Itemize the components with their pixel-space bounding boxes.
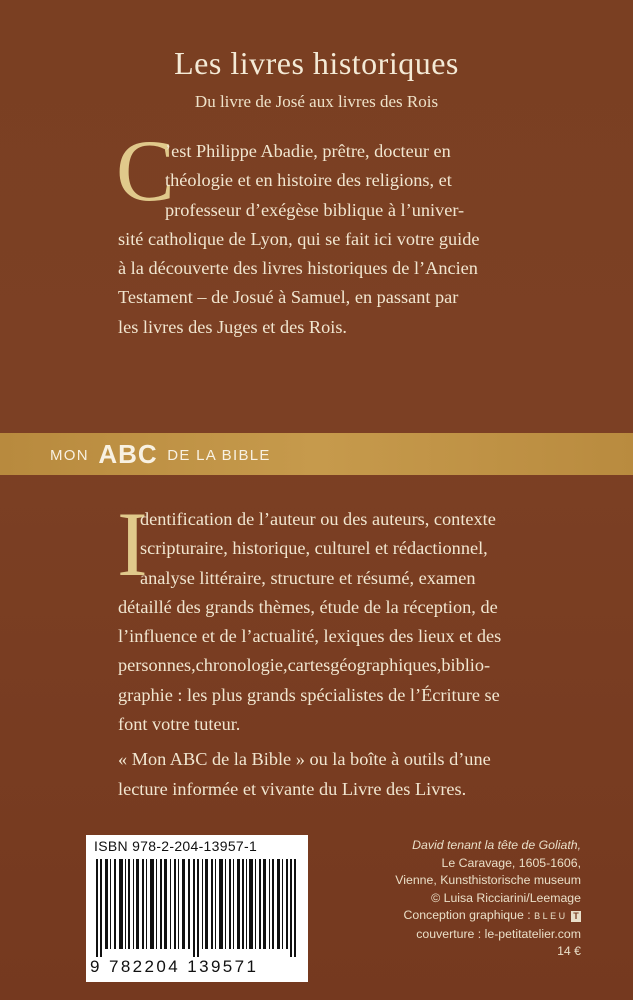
body-paragraph — [118, 505, 578, 804]
intro-line: sité catholique de Lyon, qui se fait ici votre guide — [118, 228, 480, 249]
body-line: analyse littéraire, structure et résumé, examen — [140, 567, 476, 588]
price: 14 € — [557, 944, 581, 958]
intro-line: à la découverte des livres historiques de l’Ancien — [118, 258, 478, 279]
bleu-logo-text: BLEU — [534, 911, 568, 921]
barcode-digits: 9 782204 139571 — [90, 957, 259, 976]
body-line: l’influence et de l’actualité, lexiques des lieux et des — [118, 626, 502, 647]
body-line: dentification de l’auteur ou des auteurs, contexte — [140, 509, 496, 529]
bleu-t-icon: T — [571, 911, 581, 922]
intro-line: ’est Philippe Abadie, prêtre, docteur en — [165, 141, 451, 161]
credits-artwork-title: David tenant la tête de Goliath, — [412, 838, 581, 852]
body-line: graphie : les plus grands spécialistes de l’Écriture se — [118, 684, 500, 705]
credits-design — [395, 907, 581, 926]
book-subtitle: Du livre de José aux livres des Rois — [194, 92, 439, 111]
body-line: lecture informée et vivante du Livre des Livres. — [118, 778, 467, 799]
book-title: Les livres historiques — [174, 45, 459, 81]
isbn-label: ISBN 978-2-204-13957-1 — [94, 838, 258, 854]
body-dropcap: I — [117, 493, 148, 595]
body-line: détaillé des grands thèmes, étude de la réception, de — [118, 596, 498, 617]
body-line: personnes,chronologie,cartesgéographiques,biblio- — [118, 655, 491, 676]
credits-block — [395, 837, 581, 961]
credits-museum: Vienne, Kunsthistorische museum — [395, 873, 581, 887]
intro-line: les livres des Juges et des Rois. — [118, 316, 347, 337]
series-suffix: DE LA BIBLE — [167, 447, 271, 464]
barcode-icon — [94, 859, 300, 957]
credits-cover: couverture : le-petitatelier.com — [416, 926, 581, 941]
series-abc: ABC — [98, 439, 158, 469]
isbn-barcode-box — [86, 835, 308, 982]
body-line: scripturaire, historique, culturel et rédactionnel, — [140, 538, 488, 559]
series-band — [0, 433, 633, 475]
credits-artist: Le Caravage, 1605-1606, — [441, 855, 581, 870]
series-prefix: MON — [50, 447, 89, 464]
credits-design-prefix: Conception graphique : — [403, 908, 535, 922]
credits-photo: © Luisa Ricciarini/Leemage — [431, 890, 581, 905]
body-line: « Mon ABC de la Bible » ou la boîte à outils d’une — [118, 749, 491, 770]
series-label — [50, 433, 271, 475]
intro-line: professeur d’exégèse biblique à l’univer- — [165, 199, 465, 220]
intro-dropcap: C — [116, 123, 175, 220]
intro-paragraph — [118, 137, 578, 342]
intro-line: Testament – de Josué à Samuel, en passant par — [118, 287, 459, 308]
body-line: font votre tuteur. — [118, 714, 241, 735]
intro-line: théologie et en histoire des religions, et — [165, 170, 452, 191]
